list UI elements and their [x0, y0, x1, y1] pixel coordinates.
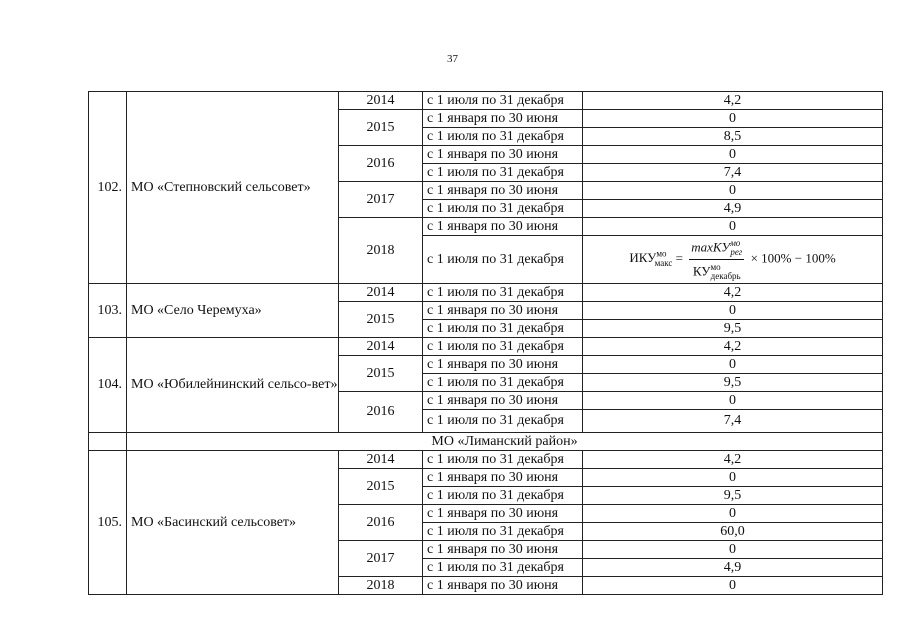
table-row — [89, 283, 883, 301]
period-cell: с 1 июля по 31 декабря — [423, 164, 583, 182]
period-cell: с 1 января по 30 июня — [423, 391, 583, 409]
row-number: 102. — [89, 92, 127, 284]
value-cell: 4,2 — [583, 283, 883, 301]
period-cell: с 1 января по 30 июня — [423, 355, 583, 373]
year-cell: 2015 — [339, 110, 423, 146]
period-cell: с 1 июля по 31 декабря — [423, 128, 583, 146]
period-cell: с 1 июля по 31 декабря — [423, 283, 583, 301]
value-cell: 4,9 — [583, 558, 883, 576]
value-cell: 0 — [583, 504, 883, 522]
value-cell: 7,4 — [583, 164, 883, 182]
period-cell: с 1 июля по 31 декабря — [423, 337, 583, 355]
year-cell: 2014 — [339, 450, 423, 468]
period-cell: с 1 июля по 31 декабря — [423, 319, 583, 337]
period-cell: с 1 июля по 31 декабря — [423, 373, 583, 391]
value-cell: 0 — [583, 540, 883, 558]
period-cell: с 1 января по 30 июня — [423, 504, 583, 522]
row-number: 103. — [89, 283, 127, 337]
value-cell: 0 — [583, 110, 883, 128]
section-spacer — [89, 432, 127, 450]
value-cell: 4,2 — [583, 450, 883, 468]
period-cell: с 1 июля по 31 декабря — [423, 92, 583, 110]
year-cell: 2015 — [339, 468, 423, 504]
value-cell: 60,0 — [583, 522, 883, 540]
value-cell: 4,2 — [583, 337, 883, 355]
period-cell: с 1 июля по 31 декабря — [423, 236, 583, 284]
period-cell: с 1 января по 30 июня — [423, 540, 583, 558]
value-cell: 0 — [583, 301, 883, 319]
municipality-name: МО «Юбилейнинский сельсо-вет» — [127, 337, 339, 432]
period-cell: с 1 июля по 31 декабря — [423, 200, 583, 218]
period-cell: с 1 января по 30 июня — [423, 576, 583, 594]
formula-cell: $ИКУ^{мо}_{макс}$ = $\frac{\max КУ^{мо}_{рег}}{КУ^{мо}_{декабрь}}$ × 100% − 100% — [583, 236, 883, 284]
year-cell: 2015 — [339, 301, 423, 337]
value-cell: 0 — [583, 468, 883, 486]
section-header-row — [89, 432, 883, 450]
year-cell: 2014 — [339, 337, 423, 355]
period-cell: с 1 января по 30 июня — [423, 301, 583, 319]
period-cell: с 1 июля по 31 декабря — [423, 450, 583, 468]
value-cell: 8,5 — [583, 128, 883, 146]
table-row — [89, 450, 883, 468]
value-cell: 0 — [583, 182, 883, 200]
table-row — [89, 337, 883, 355]
row-number: 104. — [89, 337, 127, 432]
value-cell: 0 — [583, 146, 883, 164]
value-cell: 0 — [583, 576, 883, 594]
period-cell: с 1 июля по 31 декабря — [423, 558, 583, 576]
year-cell: 2016 — [339, 146, 423, 182]
year-cell: 2015 — [339, 355, 423, 391]
page-number: 37 — [447, 53, 458, 65]
period-cell: с 1 января по 30 июня — [423, 110, 583, 128]
value-cell: 0 — [583, 355, 883, 373]
value-cell: 0 — [583, 218, 883, 236]
municipality-name: МО «Басинский сельсовет» — [127, 450, 339, 594]
period-cell: с 1 января по 30 июня — [423, 146, 583, 164]
period-cell: с 1 января по 30 июня — [423, 182, 583, 200]
period-cell: с 1 июля по 31 декабря — [423, 486, 583, 504]
tariff-table — [88, 91, 883, 595]
year-cell: 2018 — [339, 218, 423, 284]
value-cell: 9,5 — [583, 319, 883, 337]
year-cell: 2016 — [339, 504, 423, 540]
section-header: МО «Лиманский район» — [127, 432, 883, 450]
year-cell: 2014 — [339, 92, 423, 110]
formula-lhs: $ИКУ^{мо}_{макс}$ — [629, 249, 673, 268]
year-cell: 2014 — [339, 283, 423, 301]
table-row — [89, 92, 883, 110]
period-cell: с 1 июля по 31 декабря — [423, 409, 583, 432]
row-number: 105. — [89, 450, 127, 594]
value-cell: 9,5 — [583, 486, 883, 504]
value-cell: 0 — [583, 391, 883, 409]
municipality-name: МО «Село Черемуха» — [127, 283, 339, 337]
year-cell: 2016 — [339, 391, 423, 432]
year-cell: 2017 — [339, 540, 423, 576]
period-cell: с 1 января по 30 июня — [423, 218, 583, 236]
value-cell: 9,5 — [583, 373, 883, 391]
formula-fraction: $\frac{\max КУ^{мо}_{рег}}{КУ^{мо}_{декабрь}}$ — [691, 238, 743, 281]
value-cell: 7,4 — [583, 409, 883, 432]
municipality-name: МО «Степновский сельсовет» — [127, 92, 339, 284]
period-cell: с 1 июля по 31 декабря — [423, 522, 583, 540]
period-cell: с 1 января по 30 июня — [423, 468, 583, 486]
value-cell: 4,2 — [583, 92, 883, 110]
value-cell: 4,9 — [583, 200, 883, 218]
year-cell: 2017 — [339, 182, 423, 218]
year-cell: 2018 — [339, 576, 423, 594]
